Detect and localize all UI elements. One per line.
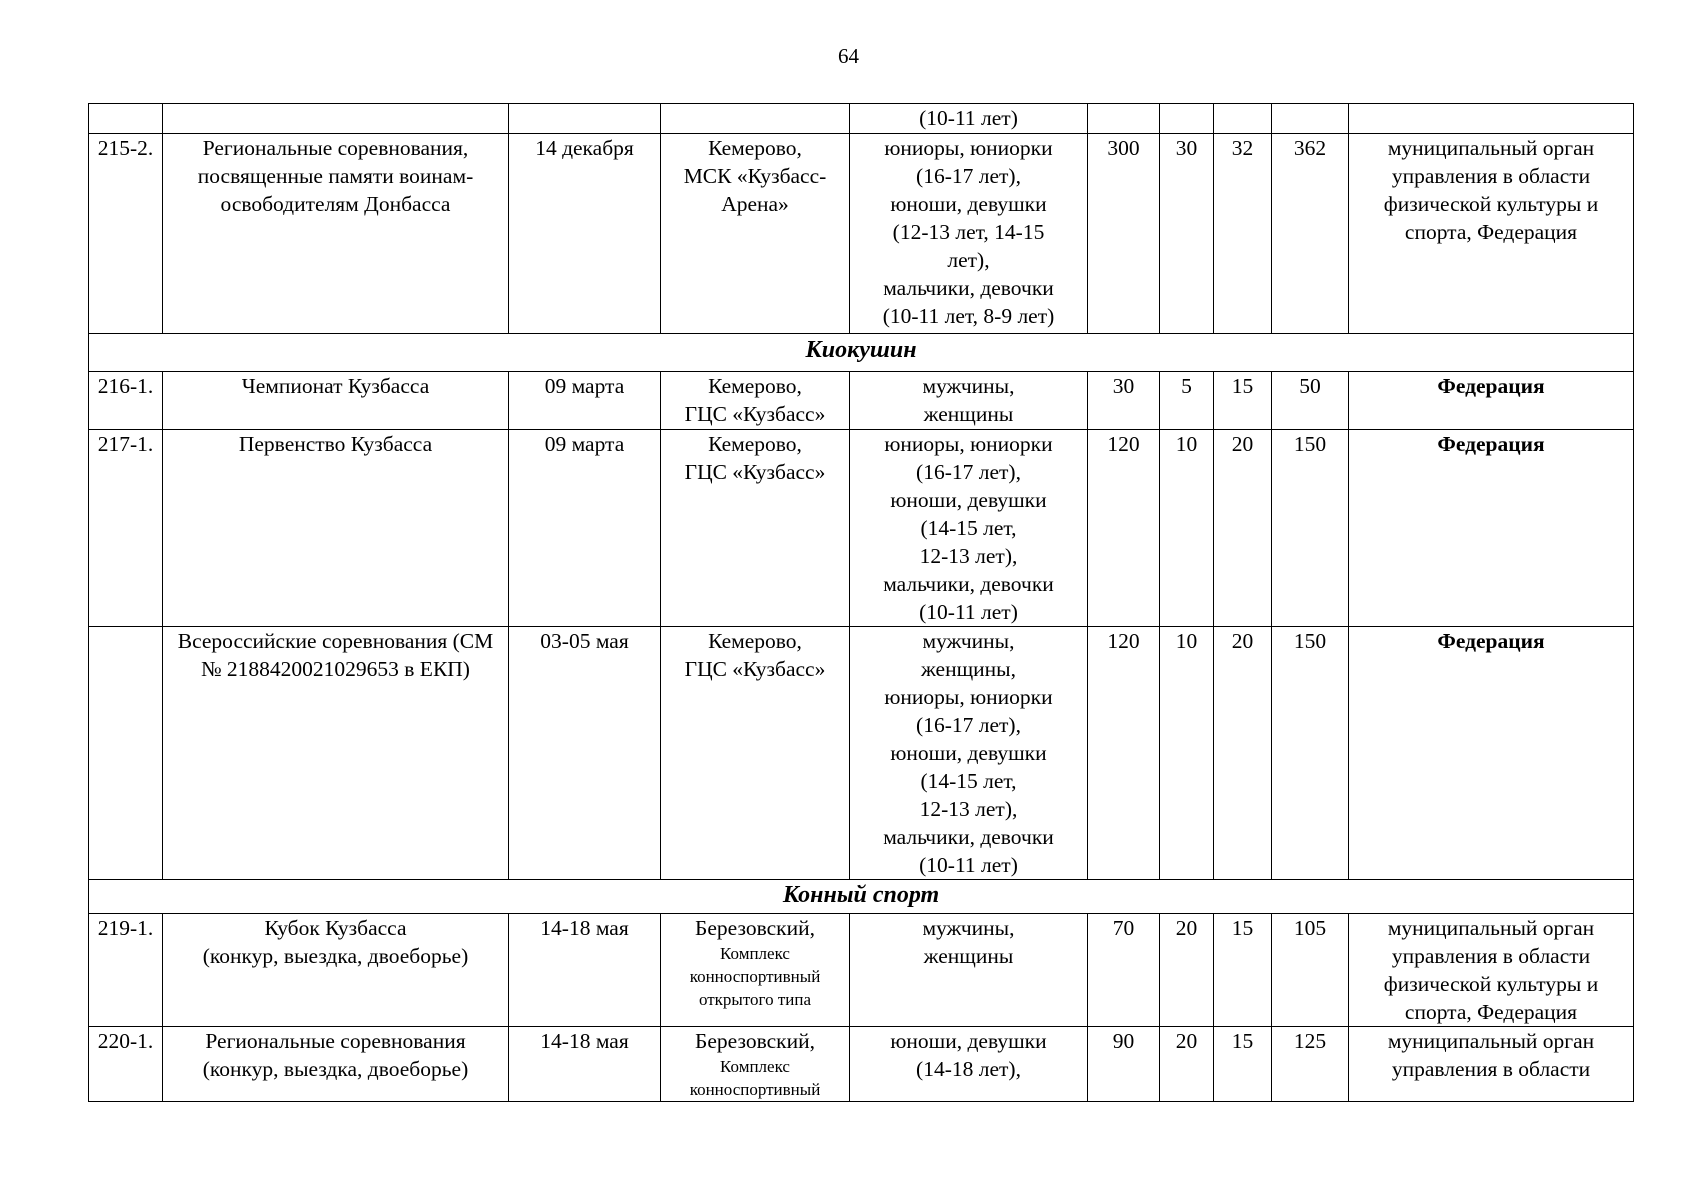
- participants-cell: юниоры, юниорки (16-17 лет), юноши, девушки (14-15 лет, 12-13 лет), мальчики, девочки (10-11 лет): [850, 430, 1088, 627]
- section-title: Конный спорт: [89, 880, 1634, 914]
- total-cell: 150: [1272, 430, 1349, 627]
- table-row: [89, 430, 1634, 627]
- event-place-cell: Кемерово, ГЦС «Кузбасс»: [661, 627, 850, 880]
- row-number-cell: 217-1.: [89, 430, 163, 627]
- event-date-cell: [509, 104, 661, 134]
- row-number-cell: 219-1.: [89, 914, 163, 1027]
- table-row: [89, 372, 1634, 430]
- event-name-cell: Чемпионат Кузбасса: [163, 372, 509, 430]
- place-city: Березовский,: [695, 916, 815, 940]
- page-number: 64: [838, 44, 859, 68]
- section-row: [89, 880, 1634, 914]
- event-date-cell: 09 марта: [509, 430, 661, 627]
- event-place-cell: [661, 104, 850, 134]
- count-cell-1: 90: [1088, 1027, 1160, 1102]
- row-number-cell: 215-2.: [89, 134, 163, 334]
- section-row: [89, 334, 1634, 372]
- event-date-cell: 14 декабря: [509, 134, 661, 334]
- event-name-cell: Региональные соревнования, посвященные памяти воинам-освободителям Донбасса: [163, 134, 509, 334]
- table-row: [89, 1027, 1634, 1102]
- count-cell-2: 30: [1160, 134, 1214, 334]
- section-title: Киокушин: [89, 334, 1634, 372]
- count-cell-3: 15: [1214, 914, 1272, 1027]
- event-name-cell: Кубок Кузбасса (конкур, выездка, двоеборье): [163, 914, 509, 1027]
- count-cell-1: 70: [1088, 914, 1160, 1027]
- organizer-cell: Федерация: [1349, 627, 1634, 880]
- count-cell-2: 10: [1160, 627, 1214, 880]
- organizer-cell: Федерация: [1349, 430, 1634, 627]
- event-place-cell: Кемерово, МСК «Кузбасс- Арена»: [661, 134, 850, 334]
- count-cell-2: 20: [1160, 1027, 1214, 1102]
- table-row-continuation: [89, 104, 1634, 134]
- event-place-cell: [661, 1027, 850, 1102]
- event-name-cell: Региональные соревнования (конкур, выездка, двоеборье): [163, 1027, 509, 1102]
- count-cell-3: 20: [1214, 627, 1272, 880]
- count-cell-1: 300: [1088, 134, 1160, 334]
- count-cell-3: 15: [1214, 372, 1272, 430]
- row-number-cell: 220-1.: [89, 1027, 163, 1102]
- total-cell: [1272, 104, 1349, 134]
- events-table: [88, 103, 1634, 1102]
- total-cell: 362: [1272, 134, 1349, 334]
- count-cell-3: 32: [1214, 134, 1272, 334]
- count-cell-1: 120: [1088, 430, 1160, 627]
- participants-cell: (10-11 лет): [850, 104, 1088, 134]
- organizer-cell: муниципальный орган управления в области физической культуры и спорта, Федерация: [1349, 914, 1634, 1027]
- organizer-cell: [1349, 104, 1634, 134]
- count-cell-3: 15: [1214, 1027, 1272, 1102]
- total-cell: 150: [1272, 627, 1349, 880]
- event-name-cell: [163, 104, 509, 134]
- event-date-cell: 14-18 мая: [509, 1027, 661, 1102]
- count-cell-1: 120: [1088, 627, 1160, 880]
- total-cell: 50: [1272, 372, 1349, 430]
- participants-cell: мужчины, женщины, юниоры, юниорки (16-17 лет), юноши, девушки (14-15 лет, 12-13 лет), мальчики, девочки (10-11 лет): [850, 627, 1088, 880]
- table-row: [89, 134, 1634, 334]
- row-number-cell: [89, 627, 163, 880]
- organizer-cell: муниципальный орган управления в области: [1349, 1027, 1634, 1102]
- count-cell-2: 5: [1160, 372, 1214, 430]
- count-cell-1: 30: [1088, 372, 1160, 430]
- participants-cell: юниоры, юниорки (16-17 лет), юноши, девушки (12-13 лет, 14-15 лет), мальчики, девочки (10-11 лет, 8-9 лет): [850, 134, 1088, 334]
- total-cell: 125: [1272, 1027, 1349, 1102]
- count-cell-1: [1088, 104, 1160, 134]
- organizer-cell: Федерация: [1349, 372, 1634, 430]
- organizer-cell: муниципальный орган управления в области физической культуры и спорта, Федерация: [1349, 134, 1634, 334]
- event-name-cell: Всероссийские соревнования (СМ № 2188420021029653 в ЕКП): [163, 627, 509, 880]
- row-number-cell: 216-1.: [89, 372, 163, 430]
- participants-cell: юноши, девушки (14-18 лет),: [850, 1027, 1088, 1102]
- place-venue: Комплекс конноспортивный открытого типа: [689, 944, 821, 1009]
- event-name-cell: Первенство Кузбасса: [163, 430, 509, 627]
- row-number-cell: [89, 104, 163, 134]
- table-row: [89, 627, 1634, 880]
- event-place-cell: Кемерово, ГЦС «Кузбасс»: [661, 430, 850, 627]
- table-row: [89, 914, 1634, 1027]
- participants-cell: мужчины, женщины: [850, 914, 1088, 1027]
- count-cell-3: [1214, 104, 1272, 134]
- count-cell-2: 20: [1160, 914, 1214, 1027]
- event-place-cell: Кемерово, ГЦС «Кузбасс»: [661, 372, 850, 430]
- count-cell-3: 20: [1214, 430, 1272, 627]
- place-venue: Комплекс конноспортивный: [689, 1057, 821, 1099]
- event-date-cell: 09 марта: [509, 372, 661, 430]
- count-cell-2: 10: [1160, 430, 1214, 627]
- count-cell-2: [1160, 104, 1214, 134]
- event-place-cell: [661, 914, 850, 1027]
- total-cell: 105: [1272, 914, 1349, 1027]
- event-date-cell: 03-05 мая: [509, 627, 661, 880]
- place-city: Березовский,: [695, 1029, 815, 1053]
- participants-cell: мужчины, женщины: [850, 372, 1088, 430]
- event-date-cell: 14-18 мая: [509, 914, 661, 1027]
